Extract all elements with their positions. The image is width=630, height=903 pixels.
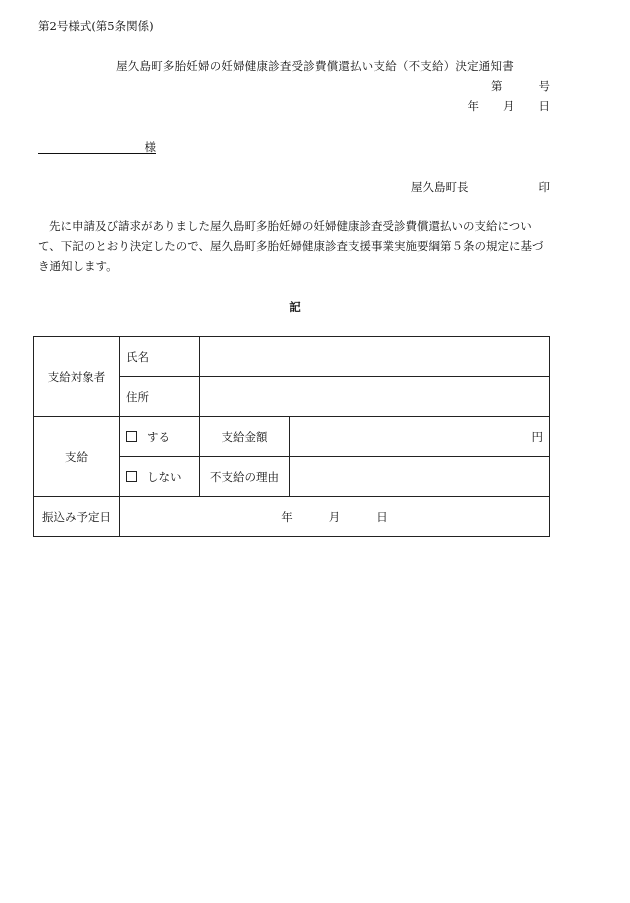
document-number-line <box>491 78 550 94</box>
issue-day: 日 <box>538 99 550 113</box>
option-no[interactable] <box>120 457 200 497</box>
issuer-name: 屋久島町長 <box>411 180 469 194</box>
option-yes[interactable] <box>120 417 200 457</box>
addressee-line <box>38 139 156 154</box>
recipient-label: 支給対象者 <box>34 337 120 417</box>
addressee-suffix: 様 <box>144 140 156 154</box>
table-row <box>34 337 550 377</box>
name-field[interactable] <box>200 337 550 377</box>
seal-mark: 印 <box>538 180 550 194</box>
option-yes-label: する <box>147 429 170 444</box>
transfer-year: 年 <box>281 509 293 524</box>
payment-label: 支給 <box>34 417 120 497</box>
address-label: 住所 <box>120 377 200 417</box>
name-label: 氏名 <box>120 337 200 377</box>
decision-table <box>33 336 550 537</box>
number-go: 号 <box>538 79 550 93</box>
checkbox-icon[interactable] <box>126 431 137 442</box>
number-dai: 第 <box>491 79 503 93</box>
table-row <box>34 417 550 457</box>
document-title: 屋久島町多胎妊婦の妊婦健康診査受診費償還払い支給（不支給）決定通知書 <box>116 59 514 73</box>
option-no-label: しない <box>147 469 182 484</box>
transfer-date-field[interactable] <box>120 497 550 537</box>
issue-date-line <box>468 98 551 114</box>
transfer-label: 振込み予定日 <box>34 497 120 537</box>
amount-field[interactable] <box>290 417 550 457</box>
reason-label: 不支給の理由 <box>200 457 290 497</box>
yen-unit: 円 <box>531 429 543 444</box>
transfer-day: 日 <box>376 509 388 524</box>
amount-label: 支給金額 <box>200 417 290 457</box>
address-field[interactable] <box>200 377 550 417</box>
transfer-month: 月 <box>328 509 341 524</box>
form-number: 第2号様式(第5条関係) <box>38 19 154 33</box>
checkbox-icon[interactable] <box>126 471 137 482</box>
table-row <box>34 497 550 537</box>
issuer-line <box>411 179 550 195</box>
issue-year: 年 <box>467 99 479 113</box>
body-text: 先に申請及び請求がありました屋久島町多胎妊婦の妊婦健康診査受診費償還払いの支給について、下記のとおり決定したので、屋久島町多胎妊婦健康診査支援事業実施要綱第５条の規定に基づき通知します。 <box>38 219 544 273</box>
reason-field[interactable] <box>290 457 550 497</box>
ki-heading: 記 <box>289 300 301 314</box>
issue-month: 月 <box>503 99 515 113</box>
